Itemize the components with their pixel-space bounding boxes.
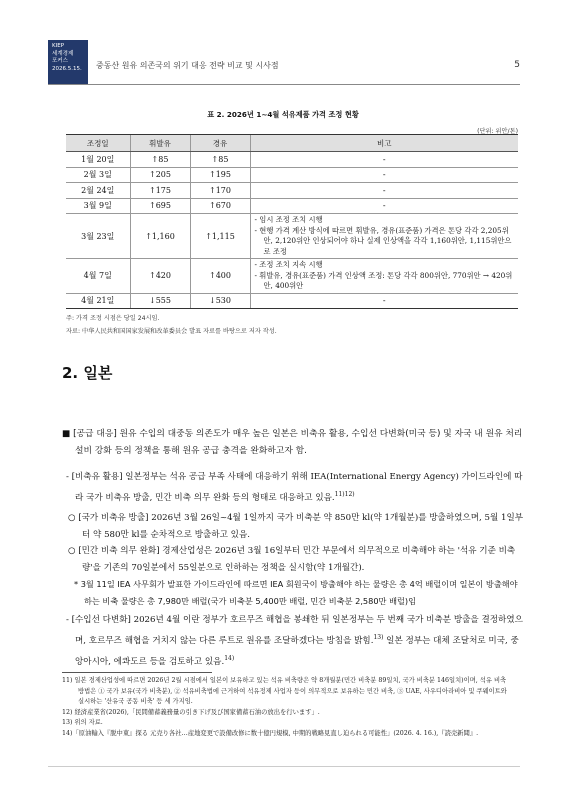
paragraph-national-release: ○ [국가 비축유 방출] 2026년 3월 26일~4월 1일까지 국가 비축분 약 850만 kl(약 1개월분)를 방출하였으며, 5월 1일부터 약 580만 kl를 순차적으로 방출하고 있음. bbox=[68, 513, 524, 540]
cell-diesel: ↑400 bbox=[190, 259, 250, 294]
footnote: 14)「原油輸入『脱中東』探る 元売り各社…産地変更で設備改修に数十億円規模, 中期的戦略見直し迫られる可能性」(2026. 4. 16.),『読売新聞』. bbox=[62, 729, 479, 737]
table-source: 자료: 中华人民共和国国家发展和改革委员会 발표 자료를 바탕으로 저자 작성. bbox=[66, 328, 277, 335]
cell-diesel: ↑670 bbox=[190, 198, 250, 214]
cell-diesel: ↑1,115 bbox=[190, 214, 250, 259]
footnote: 11) 일본 경제산업성에 따르면 2026년 2월 시점에서 일본이 보유하고 있는 석유 비축량은 약 8개월분(민간 비축분 89일치, 국가 비축분 146일치)이며, 석유 비축 방법은 ① 국가 보유(국가 비축분), ② 석유비축법에 근거하여 석유정제 사업자 등이 의무적으로 보유하는 민간 비축, ③ UAE, 사우디아라비아 및 쿠웨이트와 실시하는 '산유국 공동 비축' 등 세 가지임. bbox=[62, 677, 507, 705]
table-note: 주: 가격 조정 시점은 당일 24시임. bbox=[66, 315, 160, 322]
cell-diesel: ↑170 bbox=[190, 183, 250, 199]
cell-gasoline: ↑695 bbox=[130, 198, 190, 214]
badge-line: 2026.5.15. bbox=[52, 65, 82, 72]
cell-note bbox=[250, 259, 518, 294]
cell-date: 2월 3일 bbox=[66, 167, 130, 183]
column-header: 조정일 bbox=[66, 135, 130, 152]
table-unit: (단위: 위안/톤) bbox=[477, 128, 518, 135]
cell-date: 3월 23일 bbox=[66, 214, 130, 259]
table-row bbox=[66, 259, 518, 294]
badge-line: 포커스 bbox=[52, 58, 68, 64]
cell-date: 4월 21일 bbox=[66, 293, 130, 309]
cell-gasoline: ↑420 bbox=[130, 259, 190, 294]
page-number: 5 bbox=[514, 60, 520, 70]
paragraph-iea-note: * 3월 11일 IEA 사무회가 발표한 가이드라인에 따르면 IEA 회원국이 방출해야 하는 물량은 총 4억 배럴이며 일본이 방출해야 하는 비축 물량은 총 7,980만 배럴(국가 비축분 5,400만 배럴, 민간 비축분 2,580만 배럴)임 bbox=[74, 579, 518, 606]
cell-note bbox=[250, 214, 518, 259]
page-bottom-line bbox=[48, 766, 520, 767]
table-row bbox=[66, 152, 518, 168]
footnote-divider bbox=[62, 672, 212, 673]
paragraph-text: - [수입선 다변화] 2026년 4월 이란 정부가 호르무즈 해협을 봉쇄한 뒤 일본정부는 두 번째 국가 비축분 방출을 결정하였으며, 호르무즈 해협을 거치지 않는 다른 루트로 원유를 조달하겠다는 방침을 밝힘. bbox=[66, 615, 523, 646]
cell-note: - bbox=[250, 198, 518, 214]
cell-gasoline: ↑205 bbox=[130, 167, 190, 183]
column-header: 비고 bbox=[250, 135, 518, 152]
table-row bbox=[66, 198, 518, 214]
cell-diesel: ↑195 bbox=[190, 167, 250, 183]
cell-note: - bbox=[250, 152, 518, 168]
cell-diesel: ↑85 bbox=[190, 152, 250, 168]
footnote-ref[interactable]: 11)12) bbox=[334, 491, 355, 498]
footnote: 12) 経済産業省(2026),「民間備蓄義務量の引き下げ及び国家備蓄石油の放出を行います」. bbox=[62, 708, 320, 716]
cell-date: 4월 7일 bbox=[66, 259, 130, 294]
footnote-ref[interactable]: 13) bbox=[373, 634, 384, 641]
paragraph-stockpile bbox=[66, 469, 523, 507]
cell-gasoline: ↑175 bbox=[130, 183, 190, 199]
cell-note: - bbox=[250, 167, 518, 183]
price-adjustment-table bbox=[66, 134, 518, 309]
paragraph-text: - [비축유 활용] 일본정부는 석유 공급 부족 사태에 대응하기 위해 IEA(International Energy Agency) 가이드라인에 따라 국가 비축유 방출, 민간 비축 의무 완화 등의 형태로 대응하고 있음. bbox=[66, 472, 523, 503]
cell-date: 2월 24일 bbox=[66, 183, 130, 199]
cell-gasoline: ↑85 bbox=[130, 152, 190, 168]
table-row bbox=[66, 293, 518, 309]
note-line: - 휘발유, 경유(표준품) 가격 인상액 조정: 톤당 각각 800위안, 770위안 → 420위안, 400위안 bbox=[254, 270, 513, 290]
column-header: 경유 bbox=[190, 135, 250, 152]
running-title: 중동산 원유 의존국의 위기 대응 전략 비교 및 시사점 bbox=[96, 61, 279, 70]
badge-line: KIEP bbox=[52, 43, 65, 49]
cell-note: - bbox=[250, 293, 518, 309]
paragraph-text: 일본 정부는 대체 조달처로 미국, 중앙아시아, 에콰도르 등을 검토하고 있음. bbox=[75, 635, 519, 667]
note-line: - 현행 가격 계산 방식에 따르면 휘발유, 경유(표준품) 가격은 톤당 각각 2,205위안, 2,120위안 인상되어야 하나 실제 인상액을 각각 1,160위안, 1,115위안으로 조정 bbox=[254, 225, 512, 256]
cell-gasoline: ↑1,160 bbox=[130, 214, 190, 259]
cell-diesel: ↓530 bbox=[190, 293, 250, 309]
table-row bbox=[66, 214, 518, 259]
header-divider bbox=[48, 84, 520, 85]
report-badge bbox=[48, 40, 88, 85]
table-header-row bbox=[66, 135, 518, 152]
table-title: 표 2. 2026년 1~4월 석유제품 가격 조정 현황 bbox=[207, 110, 359, 119]
paragraph-diversification bbox=[66, 612, 523, 671]
note-line: - 조정 조치 지속 시행 bbox=[254, 260, 323, 269]
table-row bbox=[66, 183, 518, 199]
cell-date: 3월 9일 bbox=[66, 198, 130, 214]
paragraph-private-easing: ○ [민간 비축 의무 완화] 경제산업성은 2026년 3월 16일부터 민간 부문에서 의무적으로 비축해야 하는 '석유 기준 비축량'을 기존의 70일분에서 55일분으로 인하하는 정책을 실시함(약 1개월간). bbox=[68, 546, 516, 573]
footnote: 13) 위의 자료. bbox=[62, 719, 103, 726]
badge-line: 세계경제 bbox=[52, 50, 74, 57]
footnotes bbox=[62, 676, 514, 739]
cell-date: 1월 20일 bbox=[66, 152, 130, 168]
footnote-ref[interactable]: 14) bbox=[224, 654, 235, 662]
lead-paragraph: ■ [공급 대응] 원유 수입의 대중동 의존도가 매우 높은 일본은 비축유 활용, 수입선 다변화(미국 등) 및 자국 내 원유 처리 설비 강화 등의 정책을 통해 원유 공급 충격을 완화하고자 함. bbox=[62, 429, 523, 456]
cell-gasoline: ↓555 bbox=[130, 293, 190, 309]
section-title: 2. 일본 bbox=[62, 364, 113, 382]
column-header: 휘발유 bbox=[130, 135, 190, 152]
table-row bbox=[66, 167, 518, 183]
cell-note: - bbox=[250, 183, 518, 199]
note-line: - 임시 조정 조치 시행 bbox=[254, 215, 323, 224]
